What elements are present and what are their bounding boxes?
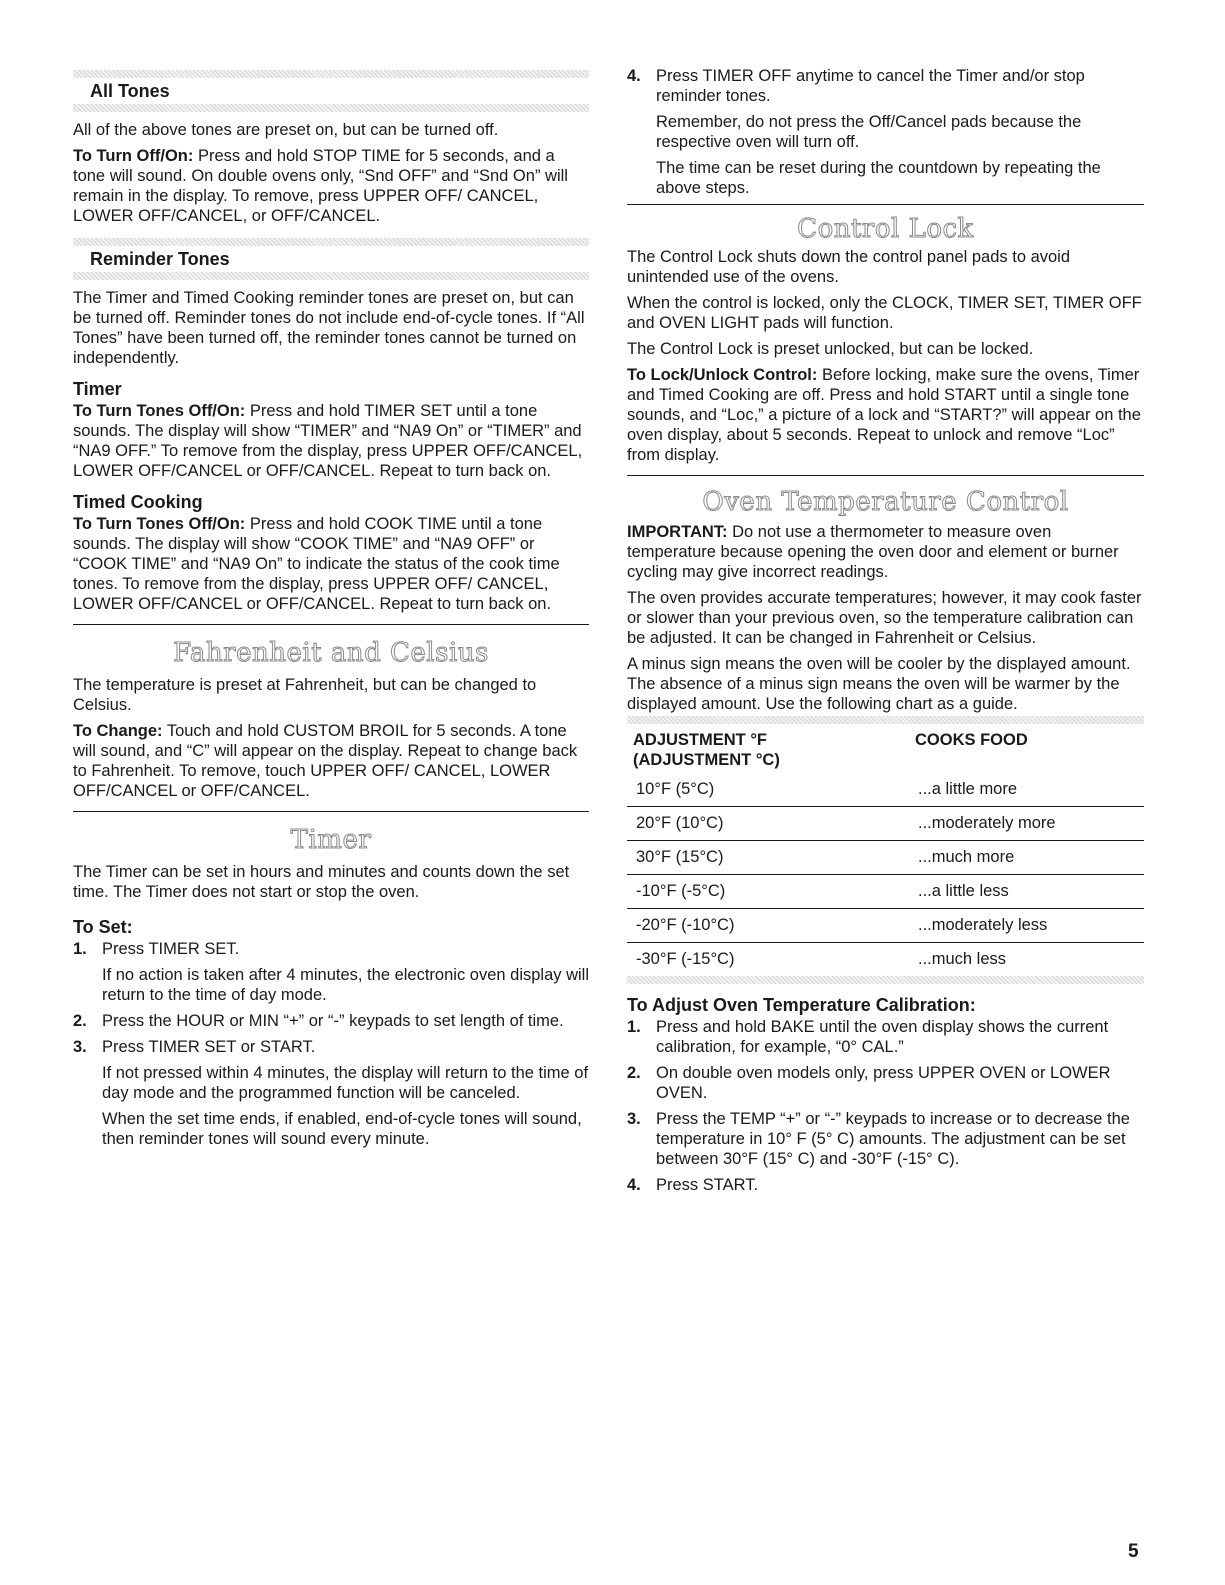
table-row — [627, 773, 1144, 807]
step-text: Press START. — [656, 1176, 759, 1194]
adjustment-cell: 20°F (10°C) — [627, 807, 909, 841]
header-line: (ADJUSTMENT °C) — [633, 751, 780, 769]
timer-steps-continued — [627, 66, 1144, 198]
adjustment-cell: -10°F (-5°C) — [627, 875, 909, 909]
shaded-divider — [73, 70, 589, 78]
step-number: 4. — [627, 1176, 641, 1194]
fahrenheit-change-paragraph — [73, 721, 589, 801]
right-column — [627, 62, 1144, 1201]
adjustment-table-body — [627, 773, 1144, 976]
inline-text: Do not use a thermometer to measure oven temperature because opening the oven door and element or burner cycling may give incorrect readings. — [627, 523, 1119, 581]
table-row — [627, 807, 1144, 841]
inline-text: Press and hold COOK TIME until a tone sounds. The display will show “COOK TIME” and “NA9 OFF” or “COOK TIME” and “NA9 On” to indicate the status of the cook time tones. To remove from the display, press UPPER OFF/ CANCEL, LOWER OFF/CANCEL or OFF/CANCEL. Repeat to turn back on. — [73, 515, 560, 613]
timed-cooking-heading: Timed Cooking — [73, 492, 203, 512]
list-item — [627, 1063, 1144, 1103]
oven-temp-paragraph: The oven provides accurate temperatures; however, it may cook faster or slower than your previous oven, so the temperature calibration can be adjusted. It can be changed in Fahrenheit or Celsius. — [627, 589, 1142, 647]
inline-text: Before locking, make sure the ovens, Timer and Timed Cooking are off. Press and hold START until a single tone sounds, and “Loc,” a picture of a lock and “START?” will appear on the oven display, about 5 seconds. Repeat to unlock and remove “Loc” from display. — [627, 366, 1141, 464]
table-row — [627, 841, 1144, 875]
step-number: 3. — [73, 1038, 87, 1056]
step-number: 3. — [627, 1110, 641, 1128]
table-header-row — [627, 724, 1144, 773]
cooks-food-cell: ...moderately less — [909, 909, 1144, 943]
table-row — [627, 943, 1144, 977]
reminder-tones-paragraph: The Timer and Timed Cooking reminder tones are preset on, but can be turned off. Reminder tones do not include end-of-cycle tones. If “All Tones” have been turned off, the reminder tones cannot be turned on independently. — [73, 289, 585, 367]
timer-steps-list — [73, 939, 589, 1149]
adjustment-cell: -30°F (-15°C) — [636, 950, 735, 968]
cooks-food-cell: ...a little more — [909, 773, 1144, 807]
control-lock-unlock-paragraph — [627, 365, 1144, 465]
adjustment-cell: 30°F (15°C) — [627, 841, 909, 875]
step-note: The time can be reset during the countdown by repeating the above steps. — [656, 159, 1101, 197]
step-number: 1. — [73, 940, 87, 958]
timer-title: Timer — [290, 825, 372, 855]
shaded-divider — [627, 976, 1144, 984]
header-line: ADJUSTMENT °F — [633, 731, 768, 749]
list-item — [73, 939, 589, 1005]
oven-temp-important-paragraph — [627, 522, 1144, 582]
adjustment-column-header — [627, 724, 909, 773]
timed-cooking-paragraph — [73, 514, 589, 614]
step-note: When the set time ends, if enabled, end-of-cycle tones will sound, then reminder tones will sound every minute. — [102, 1110, 582, 1148]
step-number: 1. — [627, 1018, 641, 1036]
control-lock-paragraph: The Control Lock shuts down the control panel pads to avoid unintended use of the ovens. — [627, 248, 1071, 286]
step-text: Press the TEMP “+” or “-” keypads to increase or to decrease the temperature in 10° F (5° C) amounts. The adjustment can be set between 30°F (15° C) and -30°F (-15° C). — [656, 1110, 1130, 1168]
inline-label: IMPORTANT: — [627, 523, 728, 541]
adjustment-cell: -20°F (-10°C) — [627, 909, 909, 943]
all-tones-heading: All Tones — [90, 81, 170, 101]
calibration-steps-list — [627, 1017, 1144, 1195]
reminder-tones-heading: Reminder Tones — [90, 249, 230, 269]
oven-temp-paragraph: A minus sign means the oven will be cooler by the displayed amount. The absence of a minus sign means the oven will be warmer by the displayed amount. Use the following chart as a guide. — [627, 655, 1131, 713]
timer-paragraph: The Timer can be set in hours and minutes and counts down the set time. The Timer does not start or stop the oven. — [73, 863, 570, 901]
list-item — [627, 1175, 1144, 1195]
step-text: Press TIMER SET. — [102, 940, 240, 958]
list-item — [627, 66, 1144, 198]
step-note: If not pressed within 4 minutes, the display will return to the time of day mode and the programmed function will be canceled. — [102, 1064, 589, 1102]
oven-temperature-title: Oven Temperature Control — [702, 487, 1069, 517]
step-text: On double oven models only, press UPPER OVEN or LOWER OVEN. — [656, 1064, 1111, 1102]
shaded-divider — [73, 272, 589, 280]
adjustment-cell: 10°F (5°C) — [627, 773, 909, 807]
cooks-food-cell: ...much less — [918, 950, 1007, 968]
fahrenheit-paragraph: The temperature is preset at Fahrenheit, but can be changed to Celsius. — [73, 676, 537, 714]
step-note: Remember, do not press the Off/Cancel pads because the respective oven will turn off. — [656, 113, 1082, 151]
cooks-food-column-header: COOKS FOOD — [915, 731, 1028, 749]
table-row — [627, 875, 1144, 909]
shaded-divider — [73, 238, 589, 246]
control-lock-title: Control Lock — [797, 214, 974, 244]
control-lock-paragraph: The Control Lock is preset unlocked, but can be locked. — [627, 340, 1034, 358]
cooks-food-cell: ...a little less — [909, 875, 1144, 909]
inline-label: To Turn Tones Off/On: — [73, 515, 246, 533]
all-tones-turn-off-paragraph — [73, 146, 589, 226]
shaded-divider — [73, 104, 589, 112]
inline-label: To Turn Off/On: — [73, 147, 194, 165]
to-set-heading: To Set: — [73, 917, 133, 937]
section-rule — [73, 624, 589, 625]
all-tones-paragraph: All of the above tones are preset on, but can be turned off. — [73, 121, 499, 139]
list-item — [627, 1109, 1144, 1169]
inline-label: To Change: — [73, 722, 163, 740]
step-number: 2. — [73, 1012, 87, 1030]
list-item — [73, 1037, 589, 1149]
step-text: Press TIMER OFF anytime to cancel the Timer and/or stop reminder tones. — [656, 67, 1085, 105]
table-row — [627, 909, 1144, 943]
inline-label: To Lock/Unlock Control: — [627, 366, 818, 384]
cooks-food-cell: ...moderately more — [909, 807, 1144, 841]
step-number: 2. — [627, 1064, 641, 1082]
step-note: If no action is taken after 4 minutes, the electronic oven display will return to the time of day mode. — [102, 966, 589, 1004]
inline-label: To Turn Tones Off/On: — [73, 402, 246, 420]
page-number: 5 — [1128, 1541, 1139, 1562]
timer-tones-paragraph — [73, 401, 589, 481]
control-lock-paragraph: When the control is locked, only the CLOCK, TIMER SET, TIMER OFF and OVEN LIGHT pads will function. — [627, 294, 1142, 332]
list-item — [73, 1011, 589, 1031]
section-rule — [627, 204, 1144, 205]
inline-text: Touch and hold CUSTOM BROIL for 5 seconds. A tone will sound, and “C” will appear on the display. Repeat to change back to Fahrenheit. To remove, touch UPPER OFF/ CANCEL, LOWER OFF/CANCEL or OFF/CANCEL. — [73, 722, 578, 800]
timer-tones-heading: Timer — [73, 379, 122, 399]
inline-text: Press and hold STOP TIME for 5 seconds, and a tone will sound. On double ovens only, “Snd OFF” and “Snd On” will remain in the display. To remove, press UPPER OFF/ CANCEL, LOWER OFF/CANCEL, or OFF/CANCEL. — [73, 147, 568, 225]
shaded-divider — [627, 716, 1144, 724]
inline-text: Press and hold TIMER SET until a tone sounds. The display will show “TIMER” and “NA9 On” or “TIMER” and “NA9 OFF.” To remove from the display, press UPPER OFF/CANCEL, LOWER OFF/CANCEL or OFF/CANCEL. Repeat to turn back on. — [73, 402, 583, 480]
adjust-calibration-heading: To Adjust Oven Temperature Calibration: — [627, 995, 976, 1015]
step-text: Press TIMER SET or START. — [102, 1038, 316, 1056]
section-rule — [73, 811, 589, 812]
fahrenheit-celsius-title: Fahrenheit and Celsius — [173, 638, 489, 668]
step-text: Press and hold BAKE until the oven display shows the current calibration, for example, “0° CAL.” — [656, 1018, 1109, 1056]
adjustment-table — [627, 724, 1144, 976]
step-text: Press the HOUR or MIN “+” or “-” keypads to set length of time. — [102, 1012, 564, 1030]
left-column — [73, 62, 589, 1155]
cooks-food-cell: ...much more — [909, 841, 1144, 875]
step-number: 4. — [627, 67, 641, 85]
list-item — [627, 1017, 1144, 1057]
section-rule — [627, 475, 1144, 476]
